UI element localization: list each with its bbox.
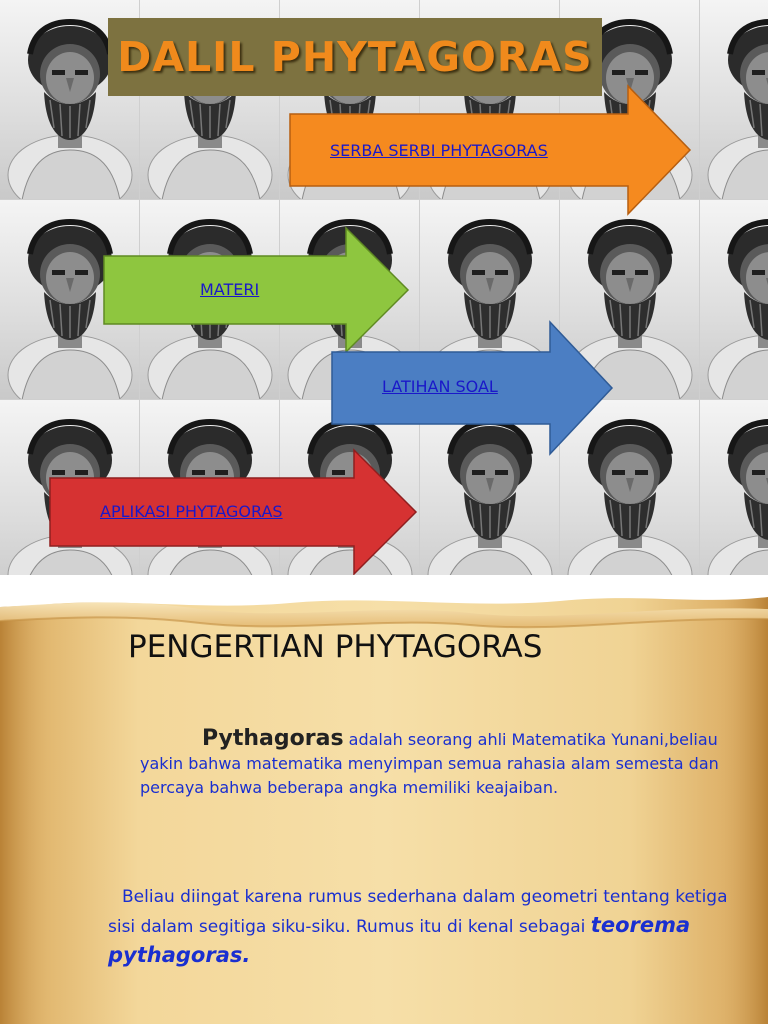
nav-arrow-serba-serbi[interactable] [288, 84, 692, 216]
nav-link-aplikasi[interactable]: APLIKASI PHYTAGORAS [100, 502, 283, 521]
nav-link-materi[interactable]: MATERI [200, 280, 260, 299]
nav-arrow-aplikasi[interactable] [48, 448, 418, 575]
pythagoras-bust-icon [700, 200, 768, 400]
nav-link-latihan-soal[interactable]: LATIHAN SOAL [382, 377, 498, 396]
theorem-name: teorema pythagoras. [108, 913, 691, 967]
nav-arrow-latihan-soal[interactable] [330, 320, 614, 456]
paragraph-theorem [108, 883, 748, 971]
pythagoras-bust-icon [700, 0, 768, 200]
term-pythagoras: Pythagoras [202, 726, 344, 751]
nav-link-serba-serbi[interactable]: SERBA SERBI PHYTAGORAS [330, 141, 548, 160]
pythagoras-bust-icon [700, 400, 768, 575]
definition-title: PENGERTIAN PHYTAGORAS [128, 629, 543, 665]
slide-title: DALIL PHYTAGORAS [117, 33, 593, 81]
slide-definition [0, 575, 768, 1024]
paragraph-definition [140, 727, 740, 800]
definition-text: adalah seorang ahli Matematika Yunani,beliau yakin bahwa matematika menyimpan semua rahasia alam semesta dan percaya bahwa beberapa angka memiliki keajaiban. [140, 730, 719, 797]
theorem-text: Beliau diingat karena rumus sederhana dalam geometri tentang ketiga sisi dalam segitiga siku-siku. Rumus itu di kenal sebagai [108, 887, 728, 937]
